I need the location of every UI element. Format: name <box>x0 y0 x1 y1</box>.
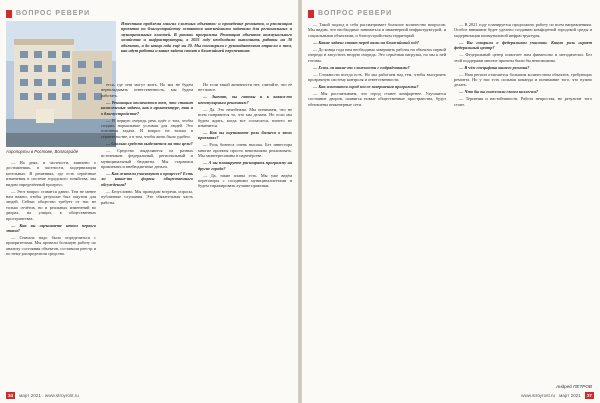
interview-question: — Реновация отличается тем, что ставит комплексные задачи, как в архитектуре, так и в благоустройстве? <box>101 99 193 116</box>
interview-question: — Сколько средств выделяется на эти цели? <box>106 140 193 146</box>
paragraph: — Мы рассчитываем, что город станет комфортнее. Улучшится состояние дворов, появятся новые общественные пространства, будут обновлены инженерные сети. <box>308 91 446 107</box>
issue-date: март 2021 <box>559 393 581 398</box>
right-column-1 <box>308 22 446 109</box>
right-footer <box>521 392 594 399</box>
interview-question: — Что бы вы пожелали своим коллегам? <box>459 89 539 95</box>
section-label: ВОПРОС РЕВЕРИ <box>16 10 91 17</box>
right-column-2 <box>454 22 592 109</box>
left-page <box>0 0 298 403</box>
building-photo <box>6 21 116 147</box>
paragraph: — Терпения и настойчивости. Работа непростая, но результат того стоит. <box>454 96 592 107</box>
section-marker <box>6 10 12 18</box>
paragraph: — Этот вопрос ставится давно. Тем не менее нам важно, чтобы результат был ощутим для людей. Сейчас общество требует от нас не только отчётов, но и реальных изменений во дворах, на улицах, в общественных пространствах. <box>6 188 96 221</box>
section-header <box>6 8 90 19</box>
interview-question: — Вы говорили о федеральном участии. Какую роль играет федеральный центр? <box>454 39 592 51</box>
interview-question: — Есть ли какие-то сложности с подрядчиками? <box>313 64 410 70</box>
interview-question: — В чём специфика вашего региона? <box>459 64 530 70</box>
interview-question: — Как вы оцениваете роль бизнеса в этих проектах? <box>198 130 292 141</box>
article-intro: Известная проблема многих сложных объектов: и проведение ремонтов, и реализация проектов по благоустройству остаются важнейшими задачами для региональных и муниципальных властей. В рамках программы Реновация объектов коммунального хозяйства и инфраструктуры, в 2021 году необходимо выполнить работы на 30 объектах, а до конца года ещё на 20. Мы поговорили с руководителями отрасли о том, как идут работы и какие задачи стоят в ближайшей перспективе. <box>121 21 292 54</box>
interview-question: — Как изменится город после завершения программы? <box>313 84 419 90</box>
interview-question: — Какие задачи стоят перед вами на ближайший год? <box>313 39 419 45</box>
paragraph: — Сложности всегда есть. Но мы работаем над тем, чтобы выстроить прозрачную систему контроля и ответственности. <box>308 71 446 83</box>
paragraph: — На днях, в частности, заявлено о достижениях, в частности, модернизации котельных. В решениях, где есть серьёзные изменения в системе городского хозяйства, мы видим определённый прогресс. <box>6 160 96 187</box>
page-number: 34 <box>8 393 14 398</box>
paragraph: — Роль бизнеса очень высока. Без инвестора многие проекты просто невозможно реализовать. Мы заинтересованы в партнёрстве. <box>198 142 292 159</box>
paragraph: — В первую очередь речь идёт о том, чтобы создать нормальные условия для людей. Это основная задача. И вопрос не только в строительстве, а в том, чтобы жить было удобно. <box>101 117 193 139</box>
paragraph: — Такой подход в себя рассматривает большое количество вопросов. Мы видим, что необходимо заниматься и инженерной инфраструктурой, и социальными объектами, и благоустройством территорий. <box>308 22 446 38</box>
page-number: 37 <box>586 393 592 398</box>
left-footer <box>6 392 79 399</box>
paragraph: — Сначала надо было определиться с приоритетами. Мы провели большую работу по анализу состояния объектов, составили реестр и по нему распределили средства. <box>6 235 96 257</box>
site-url: www.stroyrost.ru <box>521 393 556 398</box>
left-column-3 <box>198 82 292 190</box>
section-header <box>308 8 392 19</box>
paragraph: — В 2021 году планируется продолжить работу по всем направлениям. Особое внимание будет уделено созданию комфортной городской среды и модернизации коммунальной инфраструктуры. <box>454 22 592 38</box>
left-column-1 <box>6 160 96 258</box>
interview-question: — Как вы оцениваете итоги первого этапа? <box>6 222 96 234</box>
section-marker <box>308 10 314 18</box>
building-illustration <box>6 21 116 147</box>
site-url: www.stroyrost.ru <box>44 393 79 398</box>
paragraph: — Да, такие планы есть. Мы уже ведём переговоры с соседними муниципалитетами и будем тиражировать лучшие практики. <box>198 172 292 189</box>
paragraph: Но если такой активности нет, считайте, что её нет вовсе. <box>198 82 292 93</box>
section-label: ВОПРОС РЕВЕРИ <box>318 10 393 17</box>
left-column-2 <box>101 82 193 207</box>
article-author: Андрей ПЕТРОВ <box>556 384 592 389</box>
interview-question: — А вы планируете расширять программу на другие города? <box>198 160 292 171</box>
paragraph: — Да. Это неизбежно. Мы понимаем, что не всем понравится то, что мы делаем. Но если мы будем ждать, когда все согласятся, ничего не изменится. <box>198 106 292 129</box>
interview-question: — Как жители участвуют в процессе? Есть ли какие-то формы общественного обсуждения? <box>101 171 193 187</box>
interview-question: — Значит, вы готовы и к каким-то непопулярным решениям? <box>198 94 292 105</box>
paragraph: ется, где они могут жить. Но мы не будем перекладывать ответственность, мы будем работать. <box>101 82 193 98</box>
paragraph: — Федеральный центр помогает нам финансово и методически. Без этой поддержки многие проекты были бы невозможны. <box>454 52 592 63</box>
issue-date: март 2021 <box>19 393 41 398</box>
paragraph: — Наш регион отличается большим количеством объектов, требующих ремонта. Но у нас есть сильная команда и понимание того, что нужно делать. <box>454 71 592 88</box>
paragraph: — До конца года нам необходимо завершить работы на объектах первой очереди и запустить вторую очередь. Это серьёзная нагрузка, но мы к ней готовы. <box>308 46 446 63</box>
paragraph: — Безусловно. Мы проводим встречи, опросы, публичные слушания. Это обязательная часть работы. <box>101 188 193 205</box>
right-page <box>302 0 600 403</box>
paragraph: — Средства выделяются из разных источников: федеральный, региональный и муниципальный бюджеты. Мы стараемся привлекать и внебюджетные деньги. <box>101 147 193 170</box>
photo-caption: Аэропорты в Ростове, Волгограде <box>6 149 79 154</box>
